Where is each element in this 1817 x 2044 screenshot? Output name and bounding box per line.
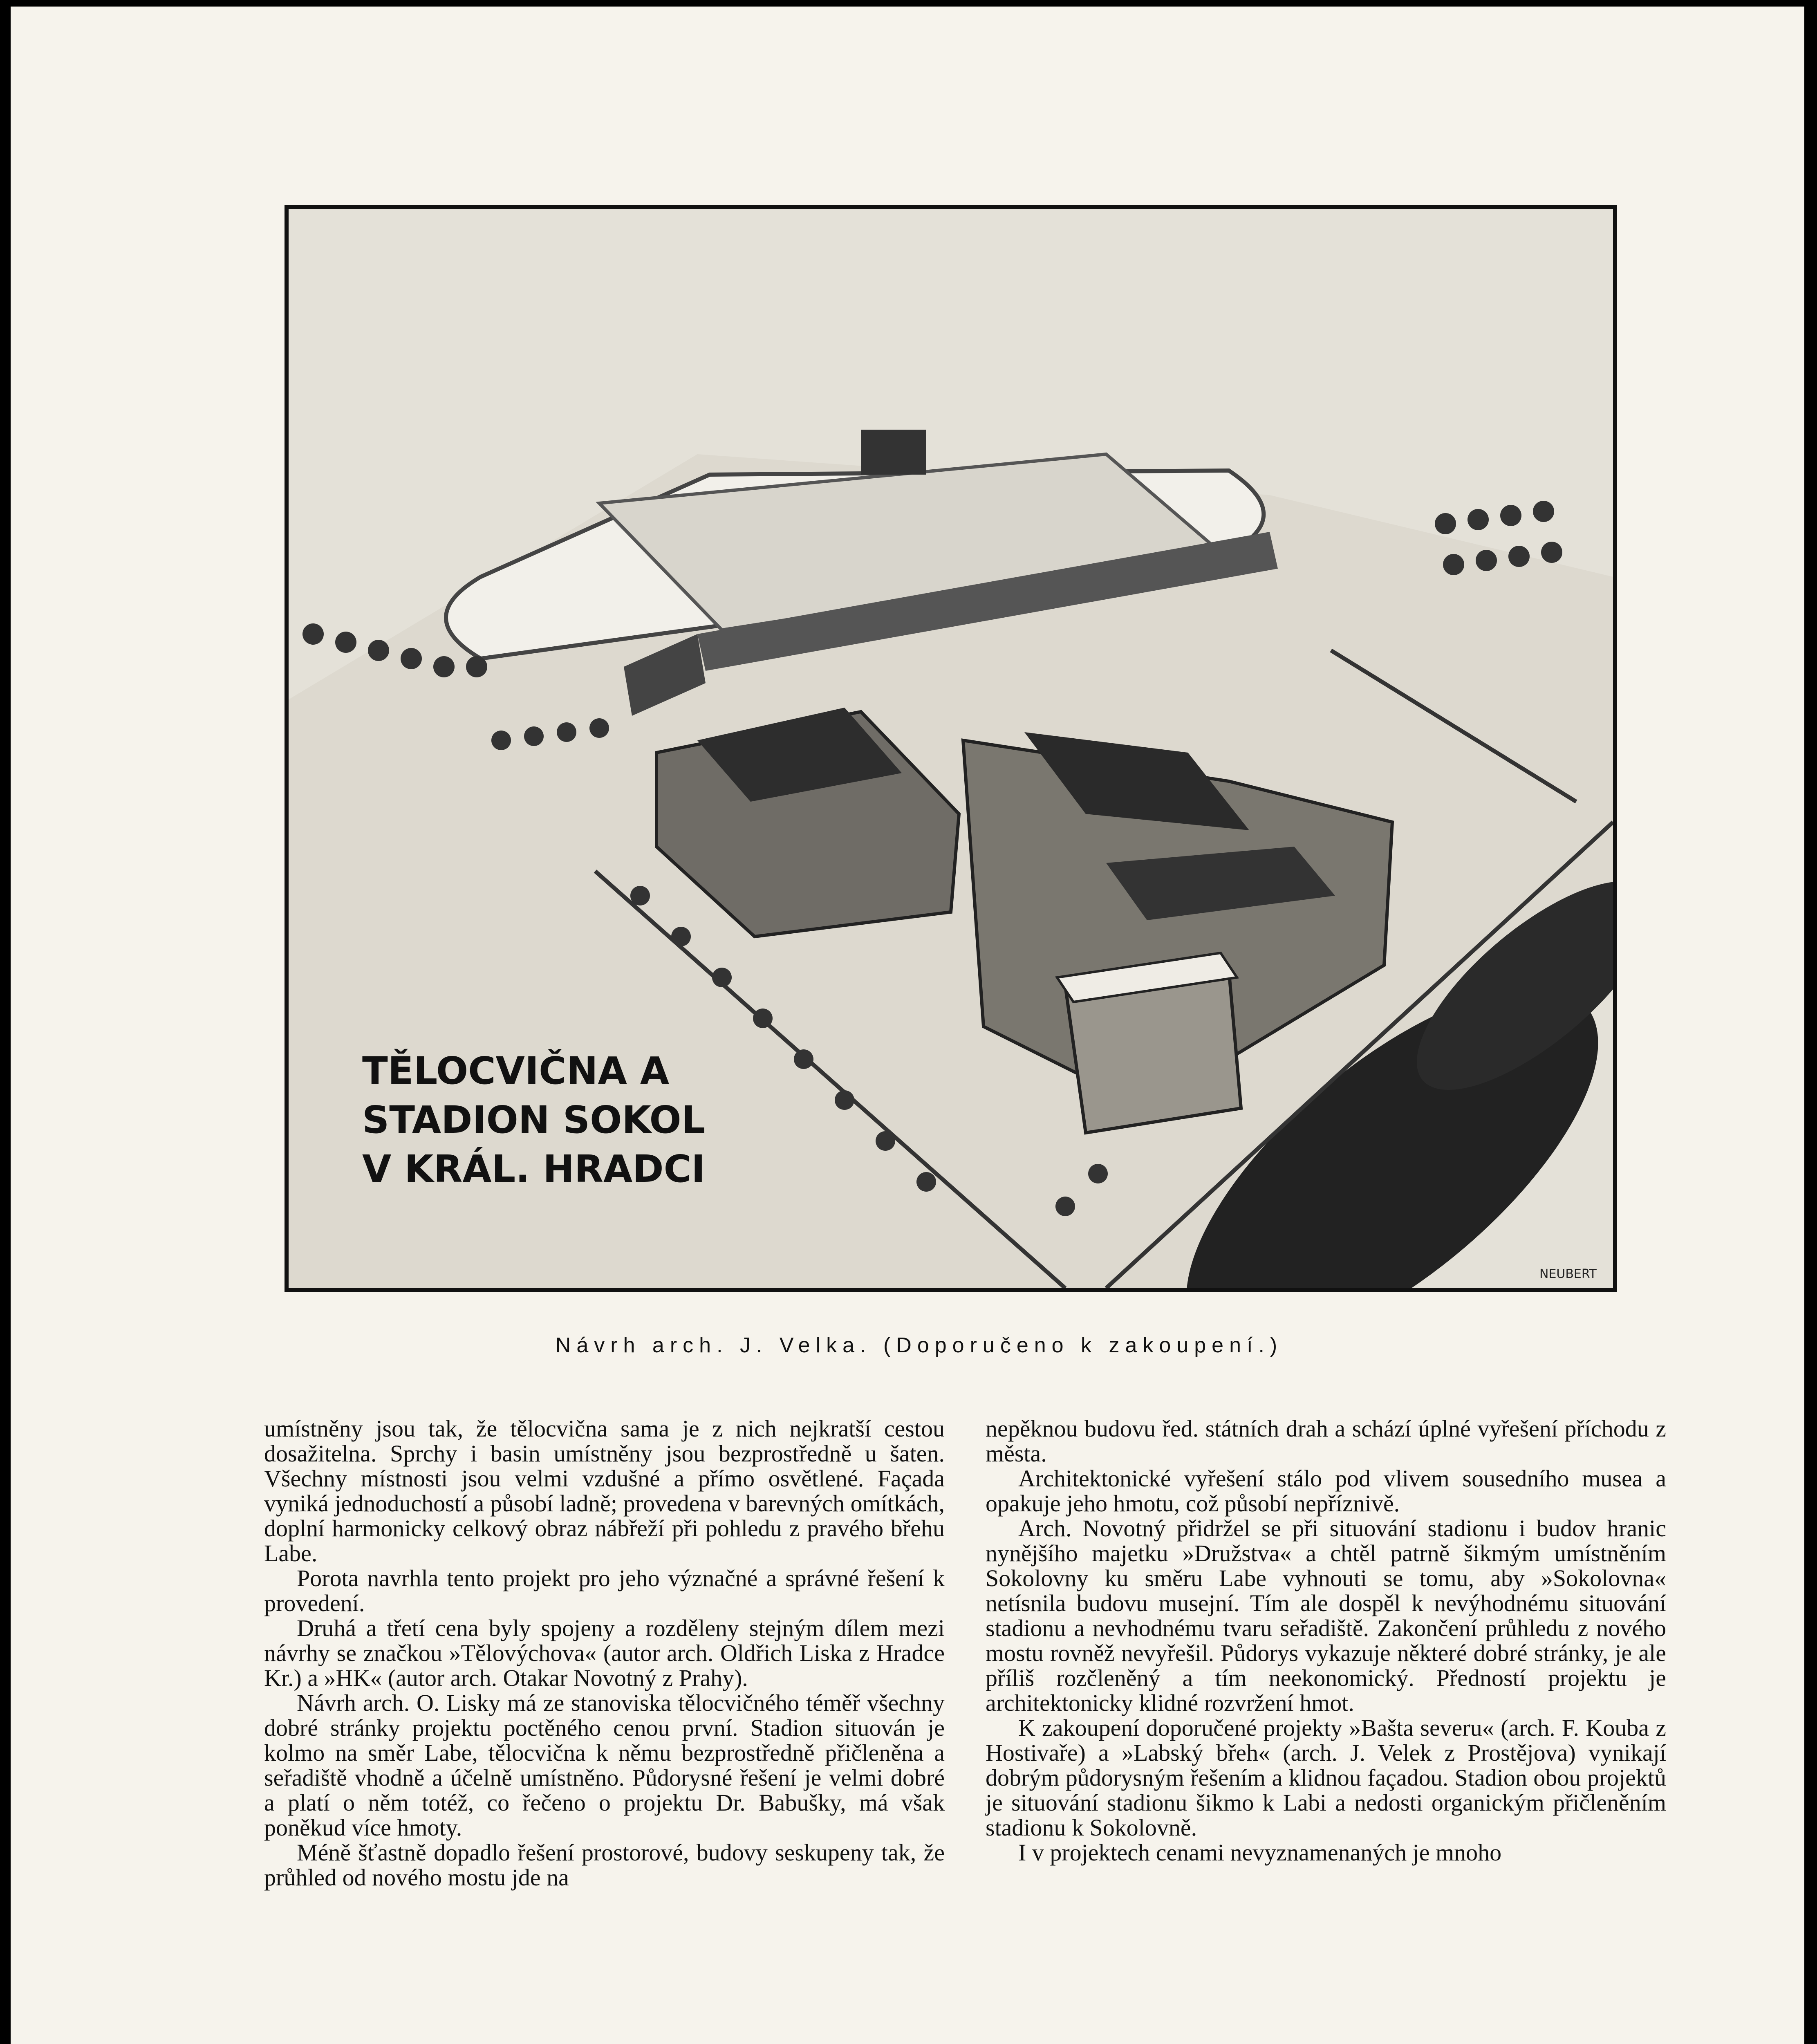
label-line-1: TĚLOCVIČNA A	[362, 1049, 670, 1093]
text-column-right	[986, 1416, 1666, 1865]
label-line-3: V KRÁL. HRADCI	[362, 1147, 706, 1191]
handwritten-label	[362, 1048, 705, 1191]
paragraph: K zakoupení doporučené projekty »Bašta severu« (arch. F. Kouba z Hostivaře) a »Labský břeh« (arch. J. Velek z Prostějova) vynikají dobrým půdorysným řešením a klidnou façadou. Stadion obou projektů je situování stadionu šikmo k Labi a nedosti organickým přičleněním stadionu k Sokolovně.	[986, 1715, 1666, 1841]
stadium-perspective-drawing	[289, 209, 1613, 1288]
paragraph: Návrh arch. O. Lisky má ze stanoviska tělocvičného téměř všechny dobré stránky projektu poctěného cenou první. Stadion situován je kolmo na směr Labe, tělocvična k němu bezprostředně přičleněna a seřadiště vhodně a účelně umístněno. Půdorysné řešení je velmi dobré a platí o něm totéž, co řečeno o projektu Dr. Babušky, má však poněkud více hmoty.	[264, 1690, 945, 1841]
label-line-2: STADION SOKOL	[362, 1098, 706, 1142]
paragraph: Méně šťastně dopadlo řešení prostorové, budovy seskupeny tak, že průhled od nového mostu jde na	[264, 1839, 945, 1891]
paragraph: nepěknou budovu řed. státních drah a schází úplné vyřešení příchodu z města.	[986, 1415, 1666, 1467]
text-column-left	[264, 1416, 945, 1890]
page-sheet	[8, 4, 1807, 2044]
paragraph: Porota navrhla tento projekt pro jeho význačné a správné řešení k provedení.	[264, 1565, 945, 1616]
architectural-drawing	[285, 205, 1617, 1292]
artist-signature: NEUBERT	[1539, 1267, 1597, 1281]
figure-caption: Návrh arch. J. Velka. (Doporučeno k zakoupení.)	[555, 1334, 1283, 1357]
paragraph: Druhá a třetí cena byly spojeny a rozděleny stejným dílem mezi návrhy se značkou »Tělovýchova« (autor arch. Oldřich Liska z Hradce Kr.) a »HK« (autor arch. Otakar Novotný z Prahy).	[264, 1615, 945, 1691]
paragraph: Arch. Novotný přidržel se při situování stadionu i budov hranic nynějšího majetku »Družstva« a chtěl patrně šikmým umístněním Sokolovny ku směru Labe vyhnouti se tomu, aby »Sokolovna« netísnila budovu musejní. Tím ale dospěl k nevýhodnému situování stadionu a nevhodnému tvaru seřadiště. Zakončení průhledu z nového mostu rovněž nevyřešil. Půdorys vykazuje některé dobré stránky, je ale příliš rozčleněný a tím neekonomický. Předností projektu je architektonicky klidné rozvržení hmot.	[986, 1515, 1666, 1716]
paragraph: I v projektech cenami nevyznamenaných je mnoho	[1018, 1839, 1502, 1866]
paragraph: umístněny jsou tak, že tělocvična sama je z nich nejkratší cestou dosažitelna. Sprchy i basin umístněny jsou bezprostředně u šaten. Všechny místnosti jsou velmi vzdušné a přímo osvětlené. Façada vyniká jednoduchostí a působí ladně; provedena v barevných omítkách, doplní harmonicky celkový obraz nábřeží při pohledu z pravého břehu Labe.	[264, 1415, 945, 1567]
paragraph: Architektonické vyřešení stálo pod vlivem sousedního musea a opakuje jeho hmotu, což působí nepříznivě.	[986, 1465, 1666, 1517]
